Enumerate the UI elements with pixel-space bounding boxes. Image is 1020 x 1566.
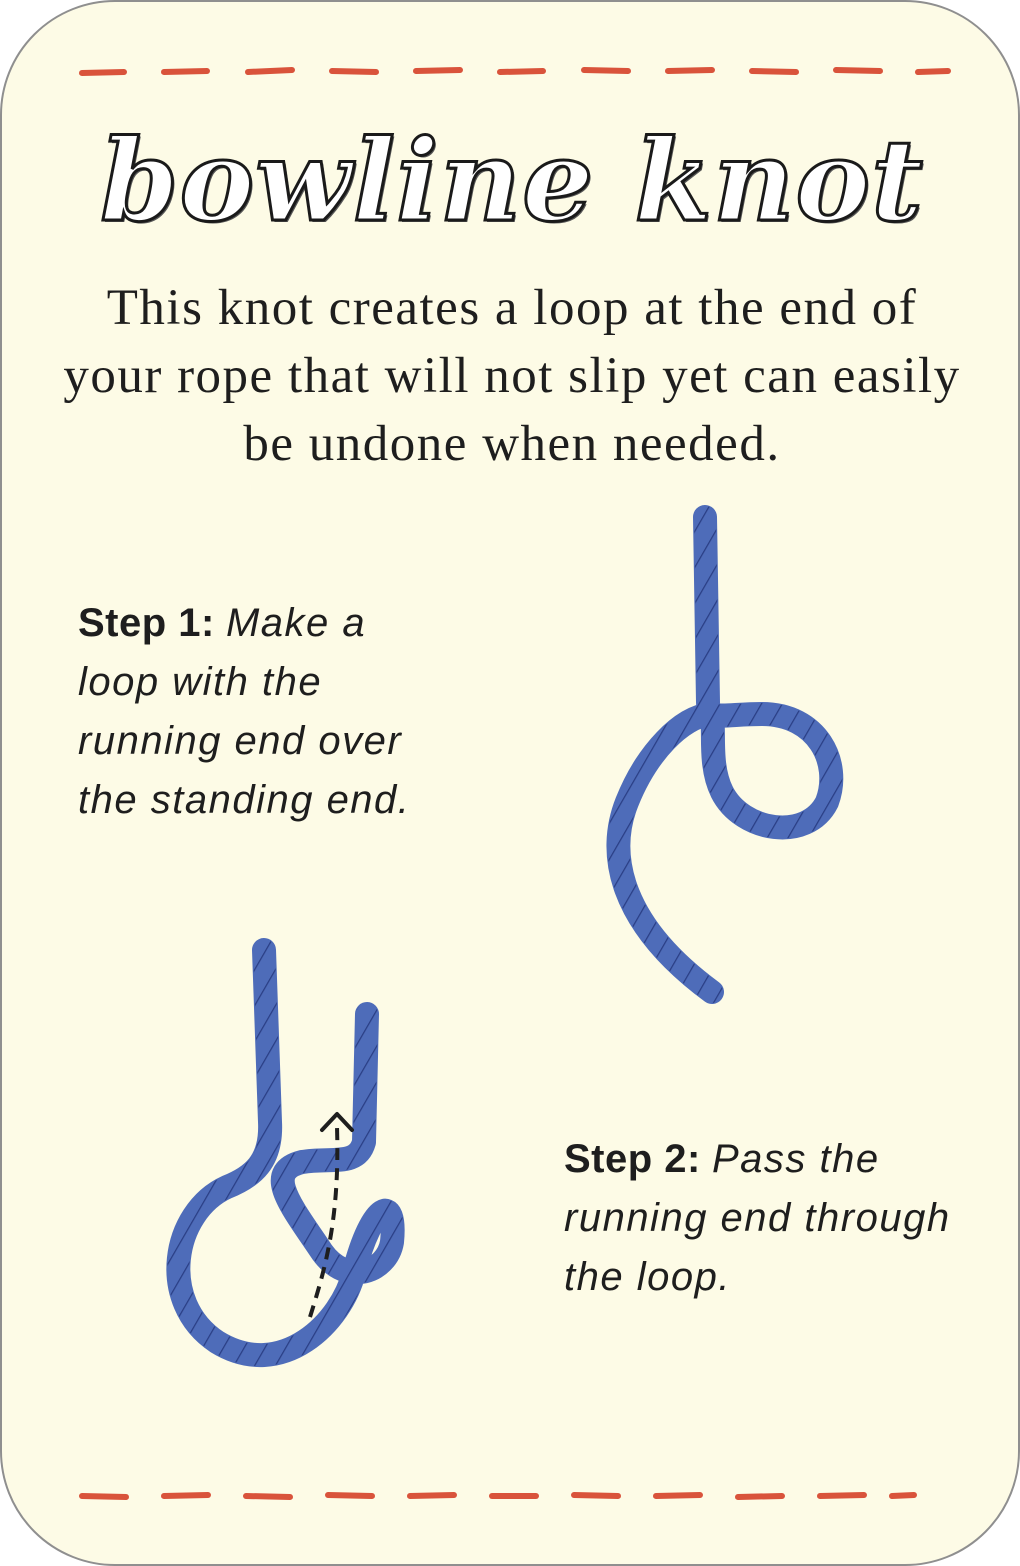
bottom-stitch-border	[2, 1484, 1020, 1508]
step-1-rope-illustration	[618, 517, 831, 992]
step-2	[564, 1130, 964, 1307]
step-1-text: Make a loop with the running end over the standing end.	[78, 601, 411, 822]
step-1-label: Step 1:	[78, 601, 215, 645]
top-stitch-border	[2, 60, 1020, 84]
arrow-head-icon	[322, 1114, 352, 1130]
step-2-text: Pass the running end through the loop.	[564, 1137, 951, 1299]
step-2-label: Step 2:	[564, 1137, 701, 1181]
intro-text: This knot creates a loop at the end of your rope that will not slip yet can easily be undone when needed.	[63, 280, 961, 472]
step-2-rope-illustration	[178, 950, 392, 1355]
direction-arrow-icon	[310, 1127, 337, 1317]
step-1	[78, 594, 458, 830]
card-title: bowline knot	[100, 116, 924, 247]
